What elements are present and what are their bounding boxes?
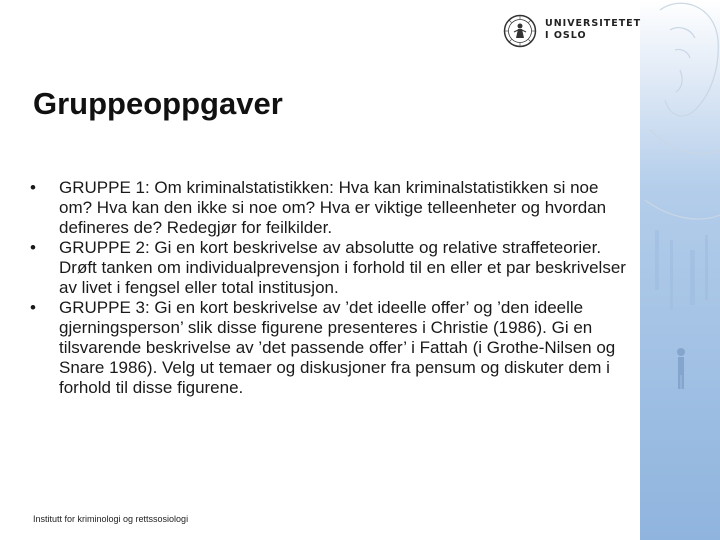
page-title: Gruppeoppgaver [33,86,283,121]
footer-institute: Institutt for kriminologi og rettssosiologi [33,514,189,524]
bullet-list [30,178,635,398]
bullet-marker: • [30,238,36,257]
university-name-line1: UNIVERSITETET [545,18,642,29]
bullet-text: GRUPPE 2: Gi en kort beskrivelse av absolutte og relative straffeteorier. Drøft tanken om individualprevensjon i forhold til en eller et par beskrivelser av livet i fengsel eller total institusjon. [59,238,626,297]
list-item [30,178,635,238]
bullet-marker: • [30,178,36,197]
university-seal-icon [503,14,537,48]
university-name-line2: I OSLO [545,30,587,41]
list-item [30,298,635,398]
statue-background-image [640,0,720,540]
bullet-text: GRUPPE 1: Om kriminalstatistikken: Hva kan kriminalstatistikken si noe om? Hva kan den ikke si noe om? Hva er viktige telleenheter og hvordan defineres de? Redegjør for feilkilder. [59,178,607,237]
decorative-side-panel [640,0,720,540]
list-item [30,238,635,298]
university-name [545,18,641,42]
bullet-marker: • [30,298,36,317]
university-logo [503,14,643,50]
bullet-text: GRUPPE 3: Gi en kort beskrivelse av ’det ideelle offer’ og ’den ideelle gjerningsperson’ slik disse figurene presenteres i Christie (1986). Gi en tilsvarende beskrivelse av ’det passende offer’ i Fattah (i Grothe-Nilsen og Snare 1986). Velg ut temaer og diskusjoner fra pensum og diskuter dem i forhold til disse figurene. [59,298,616,397]
